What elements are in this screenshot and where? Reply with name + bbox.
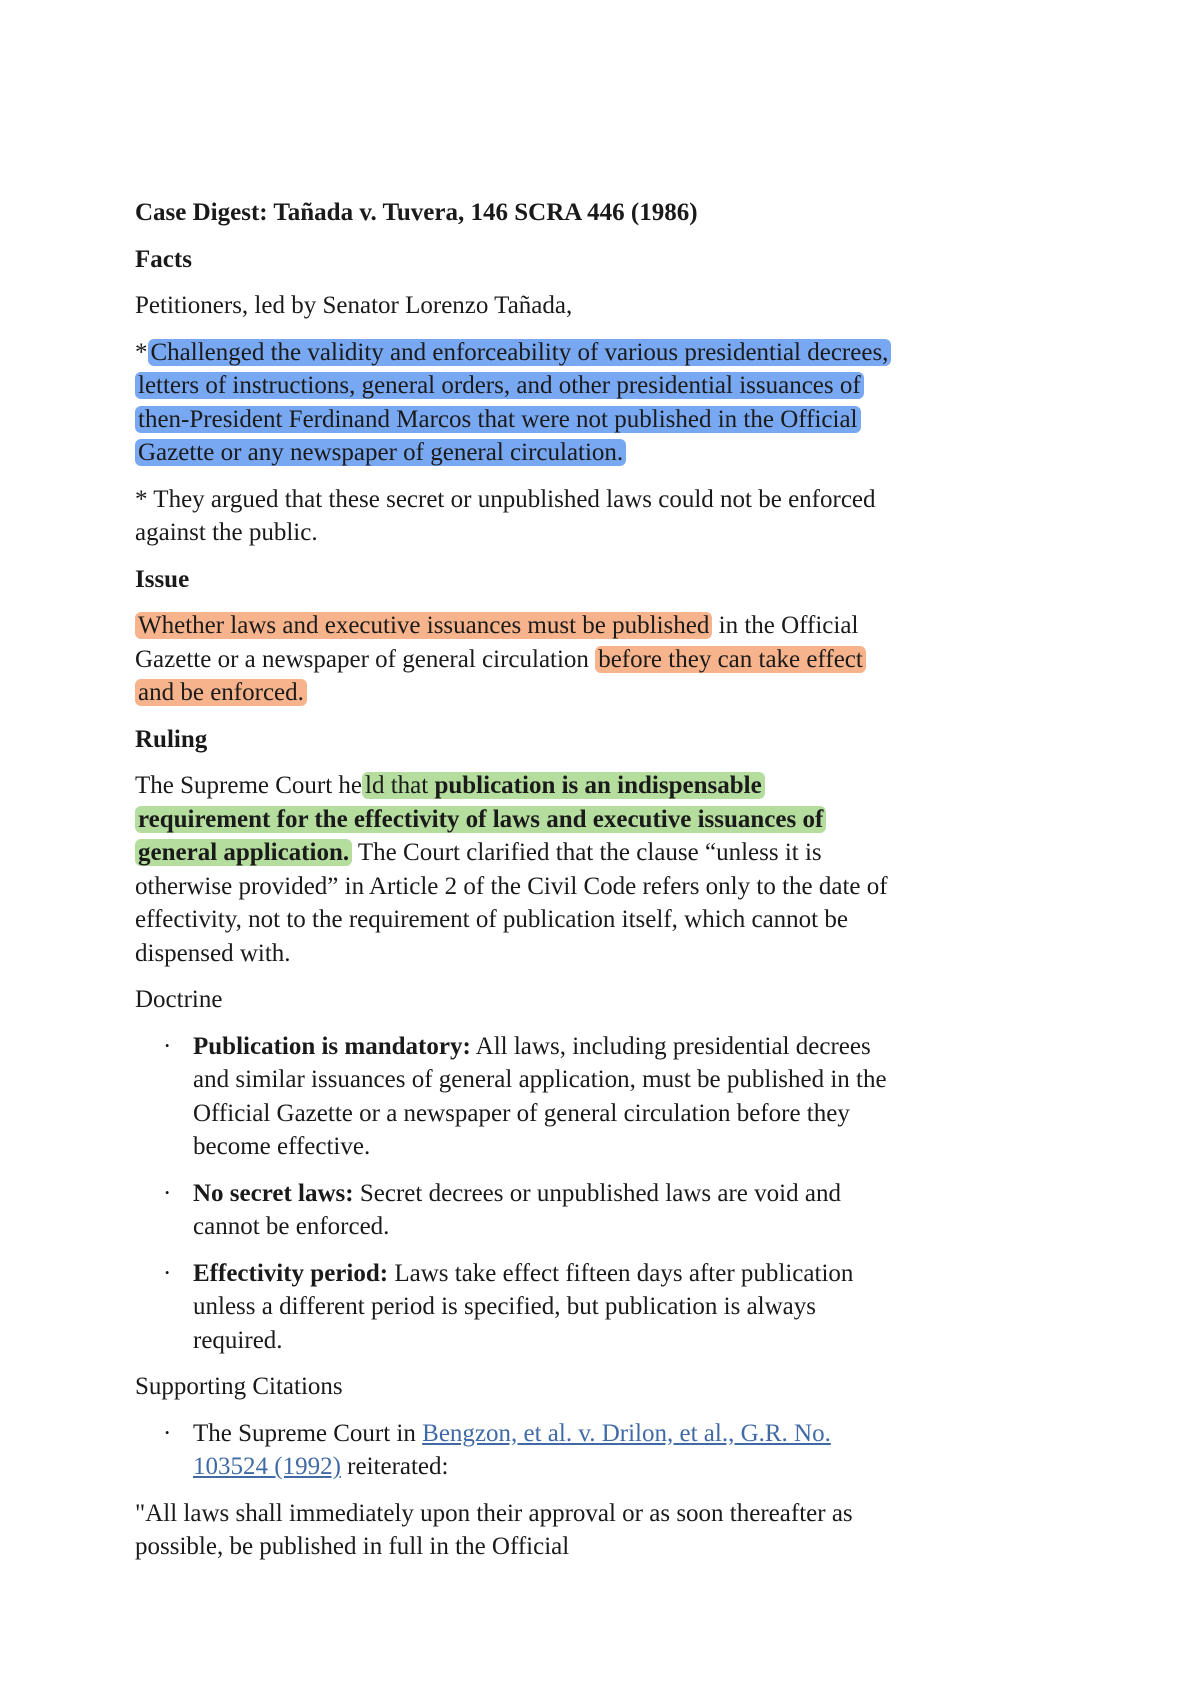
blue-highlight: Challenged the validity and enforceability of various presidential decrees, letters of instructions, general orders, and other presidential issuances of then-President Ferdinand Marcos that were not published in the Official Gazette or any newspaper of general circulation. bbox=[135, 339, 891, 467]
ruling-heading: Ruling bbox=[135, 725, 208, 753]
facts-point-1 bbox=[135, 336, 895, 470]
case-link[interactable]: Bengzon, et al. v. Drilon, et al., G.R. No. 103524 (1992) bbox=[193, 1419, 831, 1480]
doctrine-list bbox=[135, 1030, 895, 1358]
orange-highlight-2: before they can take effect and be enforced. bbox=[135, 646, 866, 707]
facts-intro: Petitioners, led by Senator Lorenzo Tañada, bbox=[135, 292, 573, 319]
citations-heading: Supporting Citations bbox=[135, 1373, 343, 1400]
citation-item bbox=[135, 1417, 895, 1484]
ruling-held-text: ld that bbox=[365, 772, 435, 799]
doctrine-item-text: Laws take effect fifteen days after publication unless a different period is specified, but publication is always required. bbox=[193, 1259, 854, 1354]
ruling-holding: publication is an indispensable requirement for the effectivity of laws and executive issuances of general application. bbox=[138, 772, 824, 866]
orange-highlight-1: Whether laws and executive issuances must be published bbox=[135, 612, 712, 639]
doctrine-item-title: Publication is mandatory: bbox=[193, 1032, 471, 1060]
doctrine-item-text: Secret decrees or unpublished laws are void and cannot be enforced. bbox=[193, 1179, 841, 1240]
doctrine-item-text: All laws, including presidential decrees and similar issuances of general application, must be published in the Official Gazette or a newspaper of general circulation before they become effective. bbox=[193, 1032, 887, 1160]
document-title: Case Digest: Tañada v. Tuvera, 146 SCRA 446 (1986) bbox=[135, 199, 698, 226]
issue-plain-text: in the Official Gazette or a newspaper of general circulation bbox=[135, 612, 859, 673]
bullet-icon: · bbox=[163, 1032, 172, 1060]
ruling-text bbox=[135, 769, 895, 970]
doctrine-item bbox=[135, 1177, 895, 1244]
issue-heading: Issue bbox=[135, 565, 190, 593]
issue-text bbox=[135, 609, 895, 710]
citation-prefix: The Supreme Court in bbox=[193, 1419, 423, 1447]
doctrine-item bbox=[135, 1257, 895, 1358]
case-digest bbox=[135, 196, 895, 1577]
ruling-clarification: The Court clarified that the clause “unless it is otherwise provided” in Article 2 of the Civil Code refers only to the date of effectivity, not to the requirement of publication itself, which cannot be dispensed with. bbox=[135, 839, 888, 967]
doctrine-item-title: Effectivity period: bbox=[193, 1259, 389, 1287]
doctrine-item bbox=[135, 1030, 895, 1164]
asterisk-marker: * bbox=[135, 338, 148, 366]
doctrine-heading: Doctrine bbox=[135, 986, 223, 1013]
doctrine-item-title: No secret laws: bbox=[193, 1179, 354, 1207]
facts-point-2: * They argued that these secret or unpublished laws could not be enforced against the public. bbox=[135, 485, 876, 546]
bullet-icon: · bbox=[163, 1179, 172, 1207]
citation-suffix: reiterated: bbox=[340, 1453, 449, 1480]
bullet-icon: · bbox=[163, 1419, 172, 1447]
citations-list bbox=[135, 1417, 895, 1484]
bullet-icon: · bbox=[163, 1259, 172, 1287]
facts-heading: Facts bbox=[135, 245, 192, 273]
citation-quote: "All laws shall immediately upon their approval or as soon thereafter as possible, be published in full in the Official bbox=[135, 1499, 853, 1560]
ruling-lead: The Supreme Court he bbox=[135, 772, 363, 799]
